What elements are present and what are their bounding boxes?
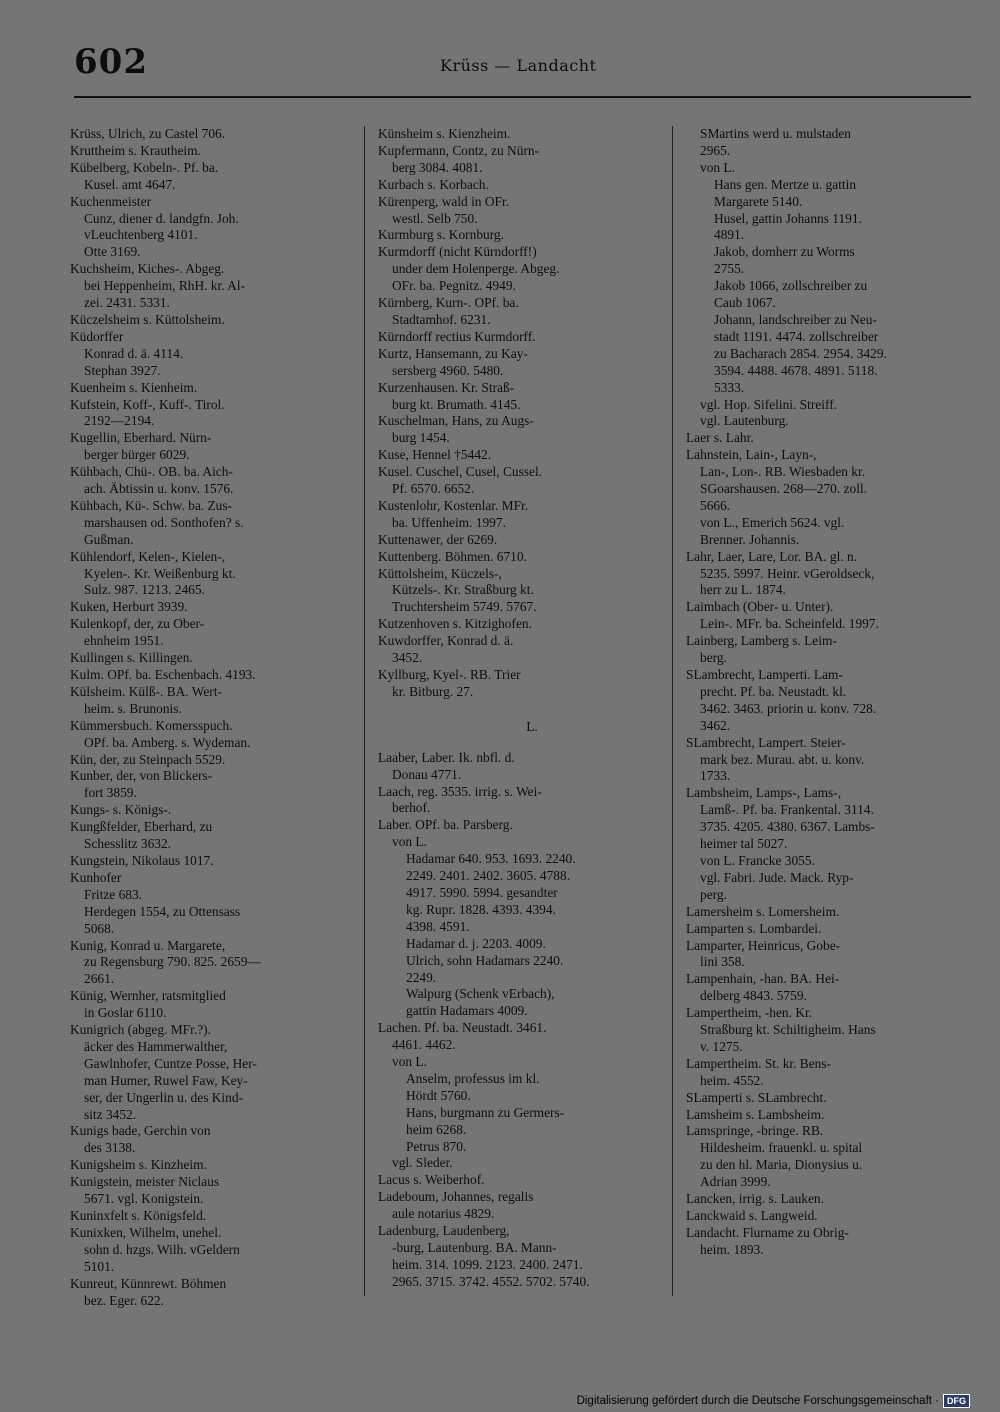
index-entry: Lacus s. Weiberhof. [378, 1172, 485, 1188]
index-entry-continuation: 4398. 4591. [406, 918, 470, 934]
index-entry: Kunhofer [70, 869, 122, 885]
index-entry: Ladenburg, Laudenberg, [378, 1223, 510, 1239]
index-entry-continuation: in Goslar 6110. [84, 1005, 167, 1021]
index-entry-continuation: Lan-, Lon-. RB. Wiesbaden kr. [700, 464, 866, 480]
index-entry-continuation: Hadamar d. j. 2203. 4009. [406, 935, 546, 951]
index-entry-continuation: OFr. ba. Pegnitz. 4949. [392, 278, 516, 294]
index-entry-continuation: 4461. 4462. [392, 1037, 456, 1053]
index-entry: Kunigrich (abgeg. MFr.?). [70, 1022, 211, 1038]
index-entry: Kunixken, Wilhelm, unehel. [70, 1224, 222, 1240]
index-entry: Kuse, Hennel †5442. [378, 447, 492, 463]
index-entry-continuation: delberg 4843. 5759. [700, 988, 807, 1004]
index-entry: Külsheim. Külß-. BA. Wert- [70, 683, 222, 699]
index-entry-continuation: 3735. 4205. 4380. 6367. Lambs- [700, 819, 875, 835]
index-entry-continuation: 2249. 2401. 2402. 3605. 4788. [406, 868, 571, 884]
index-entry-continuation: berg 3084. 4081. [392, 159, 483, 175]
index-entry-continuation: ehnheim 1951. [84, 633, 164, 649]
index-entry-continuation: Stephan 3927. [84, 362, 161, 378]
index-entry-continuation: sersberg 4960. 5480. [392, 362, 504, 378]
index-entry: Kurmburg s. Kornburg. [378, 227, 504, 243]
index-entry-continuation: von L. Francke 3055. [700, 852, 815, 868]
index-entry: Landacht. Flurname zu Obrig- [686, 1224, 849, 1240]
index-entry-continuation: burg kt. Brumath. 4145. [392, 396, 521, 412]
index-entry-continuation: OPf. ba. Amberg. s. Wydeman. [84, 734, 251, 750]
index-entry: Kürnberg, Kurn-. OPf. ba. [378, 295, 519, 311]
index-entry: Kupfermann, Contz, zu Nürn- [378, 142, 540, 158]
index-entry: Kuenheim s. Kienheim. [70, 379, 198, 395]
index-entry: Kuninxfelt s. Königsfeld. [70, 1208, 207, 1223]
index-entry-continuation: burg 1454. [392, 430, 450, 446]
index-entry-continuation: 2661. [84, 971, 115, 987]
index-entry-continuation: -burg, Lautenburg. BA. Mann- [392, 1240, 557, 1255]
index-entry: Kustenlohr, Kostenlar. MFr. [378, 497, 529, 513]
index-entry: Kunigsheim s. Kinzheim. [70, 1157, 207, 1173]
index-entry-continuation: heim 6268. [406, 1121, 467, 1137]
index-entry: Lachen. Pf. ba. Neustadt. 3461. [378, 1020, 547, 1036]
index-entry-continuation: heim. 314. 1099. 2123. 2400. 2471. [392, 1256, 583, 1272]
index-entry-continuation: aule notarius 4829. [392, 1206, 495, 1222]
index-entry-continuation: ach. Äbtissin u. konv. 1576. [84, 481, 234, 497]
index-entry: Laber. OPf. ba. Parsberg. [378, 817, 513, 833]
index-entry: Kulenkopf, der, zu Ober- [70, 616, 205, 632]
column-1 [70, 126, 350, 1309]
index-entry-continuation: 5068. [84, 920, 115, 936]
index-entry-continuation: 3452. [392, 650, 423, 666]
index-entry-continuation: Sulz. 987. 1213. 2465. [84, 582, 205, 598]
index-entry: Kurtz, Hansemann, zu Kay- [378, 345, 528, 361]
index-entry-continuation: Hans, burgmann zu Germers- [406, 1104, 565, 1120]
index-entry-continuation: Lamß-. Pf. ba. Frankental. 3114. [700, 802, 874, 818]
index-entry-continuation: sohn d. hzgs. Wilh. vGeldern [84, 1241, 240, 1257]
index-entry: Kutzenhoven s. Kitzighofen. [378, 616, 532, 632]
index-entry: Lamspringe, -bringe. RB. [686, 1123, 824, 1139]
column-divider-2 [672, 126, 673, 1296]
index-entry-continuation: zu Bacharach 2854. 2954. 3429. [714, 345, 887, 361]
index-entry-continuation: Ulrich, sohn Hadamars 2240. [406, 952, 564, 968]
index-entry: Kunber, der, von Blickers- [70, 768, 213, 784]
index-entry-continuation: Konrad d. ä. 4114. [84, 345, 184, 361]
index-entry: Lamsheim s. Lambsheim. [686, 1106, 825, 1122]
running-head: Krüss — Landacht [440, 56, 597, 75]
index-entry-continuation: von L., Emerich 5624. vgl. [700, 514, 845, 530]
index-entry-continuation: 1733. [700, 768, 731, 784]
index-entry-continuation: 5666. [700, 497, 731, 513]
index-entry-continuation: Kusel. amt 4647. [84, 176, 176, 192]
index-entry: Kugellin, Eberhard. Nürn- [70, 430, 212, 446]
index-entry-continuation: Hildesheim. frauenkl. u. spital [700, 1140, 863, 1156]
index-entry: Laaber, Laber. Ik. nbfl. d. [378, 749, 515, 765]
index-entry-continuation: zei. 2431. 5331. [84, 295, 170, 311]
index-entry: Lancken, irrig. s. Lauken. [686, 1191, 824, 1207]
index-entry-continuation: berg. [700, 650, 727, 666]
index-entry: Lampertheim. St. kr. Bens- [686, 1055, 832, 1071]
index-entry: Kuttenberg. Böhmen. 6710. [378, 548, 527, 564]
index-entry-continuation: von L. [392, 834, 427, 850]
index-entry-continuation: äcker des Hammerwalther, [84, 1038, 228, 1054]
index-entry: Küdorffer [70, 328, 124, 344]
index-entry-continuation: heim. s. Brunonis. [84, 700, 182, 716]
index-entry: Lainberg, Lamberg s. Leim- [686, 633, 837, 649]
index-entry-continuation: vgl. Hop. Sifelini. Streiff. [700, 396, 837, 412]
index-entry-continuation: Adrian 3999. [700, 1174, 771, 1190]
index-entry-continuation: 2965. 3715. 3742. 4552. 5702. 5740. [392, 1273, 590, 1289]
index-entry: Kühbach, Chü-. OB. ba. Aich- [70, 464, 233, 480]
index-entry: Lambsheim, Lamps-, Lams-, [686, 785, 842, 801]
index-entry-continuation: 5671. vgl. Konigstein. [84, 1191, 204, 1207]
index-entry-continuation: Caub 1067. [714, 295, 776, 311]
index-entry-continuation: Lein-. MFr. ba. Scheinfeld. 1997. [700, 616, 879, 632]
index-entry: Kunigs bade, Gerchin von [70, 1123, 211, 1139]
index-entry: Kusel. Cuschel, Cusel, Cussel. [378, 464, 543, 480]
index-entry: Kruttheim s. Krautheim. [70, 142, 201, 158]
index-entry: Kurbach s. Korbach. [378, 176, 489, 192]
index-entry-continuation: Husel, gattin Johanns 1191. [714, 210, 862, 226]
index-entry: Kuschelman, Hans, zu Augs- [378, 413, 534, 429]
index-entry: Lamparten s. Lombardei. [686, 920, 822, 936]
index-entry-continuation: 5333. [714, 379, 745, 395]
index-entry-continuation: Jakob, domherr zu Worms [714, 244, 855, 260]
index-entry: Lanckwaid s. Langweid. [686, 1208, 818, 1223]
index-entry: Kurmdorff (nicht Kürndorff!) [378, 244, 537, 260]
index-entry: Lahnstein, Lain-, Layn-, [686, 447, 817, 463]
index-entry: Kunreut, Künnrewt. Böhmen [70, 1275, 227, 1291]
index-entry: Kunig, Konrad u. Margarete, [70, 937, 226, 953]
footer-text: Digitalisierung gefördert durch die Deutsche Forschungsgemeinschaft · [576, 1395, 939, 1407]
index-entry: Lampenhain, -han. BA. Hei- [686, 971, 840, 987]
index-entry-continuation: gattin Hadamars 4009. [406, 1003, 528, 1019]
index-entry-continuation: herr zu L. 1874. [700, 582, 786, 598]
index-entry-continuation: ser, der Ungerlin u. des Kind- [84, 1089, 243, 1105]
index-entry-continuation: kg. Rupr. 1828. 4393. 4394. [406, 901, 556, 917]
index-entry-continuation: sitz 3452. [84, 1106, 137, 1122]
index-entry-continuation: berger bürger 6029. [84, 447, 190, 463]
index-entry: Kümmersbuch. Komersspuch. [70, 717, 233, 733]
index-entry-continuation: 4891. [714, 227, 745, 243]
index-entry: Kungßfelder, Eberhard, zu [70, 819, 213, 835]
index-entry: Lampertheim, -hen. Kr. [686, 1005, 813, 1021]
index-entry: SLambrecht, Lampert. Steier- [686, 734, 846, 750]
index-entry-continuation: 3462. [700, 717, 731, 733]
index-entry: Ladeboum, Johannes, regalis [378, 1189, 534, 1205]
index-entry-continuation: Jakob 1066, zollschreiber zu [714, 278, 868, 294]
index-entry-continuation: zu Regensburg 790. 825. 2659— [84, 954, 261, 970]
index-entry-continuation: von L. [700, 159, 735, 175]
index-entry-continuation: westl. Selb 750. [392, 210, 478, 226]
index-entry: Laach, reg. 3535. irrig. s. Wei- [378, 783, 542, 799]
index-entry: Kürndorff rectius Kurmdorff. [378, 328, 536, 344]
index-entry-continuation: Straßburg kt. Schiltigheim. Hans [700, 1022, 876, 1038]
index-entry: Küttolsheim, Küczels-, [378, 565, 502, 581]
index-entry-continuation: zu den hl. Maria, Dionysius u. [700, 1157, 863, 1173]
index-entry-continuation: des 3138. [84, 1140, 136, 1156]
index-entry-continuation: fort 3859. [84, 785, 137, 801]
index-entry-continuation: 5101. [84, 1258, 115, 1274]
index-entry-continuation: 5235. 5997. Heinr. vGeroldseck, [700, 565, 875, 581]
index-entry: Kullingen s. Killingen. [70, 650, 193, 666]
index-entry: Kuttenawer, der 6269. [378, 531, 498, 547]
index-entry: Kungs- s. Königs-. [70, 802, 172, 818]
index-entry-continuation: Walpurg (Schenk vErbach), [406, 986, 555, 1002]
index-entry-continuation: 2965. [700, 142, 731, 158]
index-entry-continuation: Otte 3169. [84, 244, 141, 260]
dfg-logo: DFG [943, 1394, 970, 1408]
index-entry: Kulm. OPf. ba. Eschenbach. 4193. [70, 667, 256, 682]
index-entry-continuation: heim. 1893. [700, 1241, 764, 1257]
header-rule [74, 96, 971, 98]
index-entry-continuation: vLeuchtenberg 4101. [84, 227, 198, 243]
index-entry-continuation: Johann, landschreiber zu Neu- [714, 311, 877, 327]
index-entry: Kufstein, Koff-, Kuff-. Tirol. [70, 396, 225, 412]
index-entry-continuation: bez. Eger. 622. [84, 1292, 164, 1308]
index-entry: Kühlendorf, Kelen-, Kielen-, [70, 548, 226, 564]
index-entry-continuation: 2192—2194. [84, 413, 155, 429]
index-entry: Laimbach (Ober- u. Unter). [686, 599, 834, 615]
index-entry: Laer s. Lahr. [686, 430, 754, 446]
index-entry-continuation: v. 1275. [700, 1038, 743, 1054]
index-entry-continuation: 2249. [406, 969, 437, 985]
index-entry-continuation: under dem Holenperge. Abgeg. [392, 261, 560, 277]
page-number: 602 [74, 42, 148, 82]
index-entry: Kungstein, Nikolaus 1017. [70, 852, 214, 868]
column-divider-1 [364, 126, 365, 1296]
column-2 [378, 126, 656, 1291]
index-entry-continuation: von L. [392, 1054, 427, 1070]
index-entry-continuation: perg. [700, 886, 727, 902]
index-entry-continuation: stadt 1191. 4474. zollschreiber [714, 328, 879, 344]
index-entry: Krüss, Ulrich, zu Castel 706. [70, 126, 226, 141]
index-entry-continuation: ba. Uffenheim. 1997. [392, 514, 506, 530]
index-entry-continuation: SMartins werd u. mulstaden [700, 126, 851, 141]
index-entry: Kunigstein, meister Niclaus [70, 1174, 220, 1190]
index-entry-continuation: Gawlnhofer, Cuntze Posse, Her- [84, 1055, 257, 1071]
index-entry-continuation: mark bez. Murau. abt. u. konv. [700, 751, 865, 767]
index-entry: Kuwdorffer, Konrad d. ä. [378, 633, 514, 649]
index-entry-continuation: vgl. Fabri. Jude. Mack. Ryp- [700, 869, 854, 885]
index-entry: Lamersheim s. Lomersheim. [686, 903, 840, 919]
index-entry: Lahr, Laer, Lare, Lor. BA. gl. n. [686, 548, 858, 564]
section-heading: L. [526, 718, 538, 734]
index-entry-continuation: Petrus 870. [406, 1138, 467, 1154]
index-entry-continuation: Gußman. [84, 531, 134, 547]
index-entry: SLamperti s. SLambrecht. [686, 1089, 827, 1105]
index-entry-continuation: Brenner. Johannis. [700, 531, 800, 547]
index-entry-continuation: Donau 4771. [392, 766, 462, 782]
index-entry-continuation: precht. Pf. ba. Neustadt. kl. [700, 683, 847, 699]
index-entry-continuation: Stadtamhof. 6231. [392, 311, 491, 327]
index-entry-continuation: Cunz, diener d. landgfn. Joh. [84, 210, 239, 226]
column-3 [686, 126, 966, 1259]
index-entry-continuation: man Humer, Ruwel Faw, Key- [84, 1072, 248, 1088]
index-entry: Kyllburg, Kyel-. RB. Trier [378, 667, 521, 682]
index-entry-continuation: Fritze 683. [84, 886, 143, 902]
index-entry: Kuchenmeister [70, 193, 152, 209]
index-entry-continuation: bei Heppenheim, RhH. kr. Al- [84, 278, 246, 294]
index-entry: Küczelsheim s. Küttolsheim. [70, 311, 225, 327]
index-entry-continuation: vgl. Lautenburg. [700, 413, 789, 429]
index-entry-continuation: SGoarshausen. 268—270. zoll. [700, 481, 867, 497]
index-entry-continuation: Herdegen 1554, zu Ottensass [84, 903, 241, 919]
index-entry: Kühbach, Kü-. Schw. ba. Zus- [70, 497, 233, 513]
index-entry: Kurzenhausen. Kr. Straß- [378, 379, 515, 395]
index-entry-continuation: 3462. 3463. priorin u. konv. 728. [700, 700, 877, 716]
index-entry-continuation: vgl. Sleder. [392, 1155, 453, 1171]
index-entry: Kuchsheim, Kiches-. Abgeg. [70, 261, 225, 277]
index-entry-continuation: Schesslitz 3632. [84, 836, 172, 852]
index-entry-continuation: Truchtersheim 5749. 5767. [392, 599, 537, 615]
index-entry: Künig, Wernher, ratsmitglied [70, 988, 226, 1004]
footer-credit [577, 1394, 970, 1408]
index-entry-continuation: berhof. [392, 800, 431, 816]
index-entry-continuation: Pf. 6570. 6652. [392, 481, 475, 497]
index-entry: Kuken, Herburt 3939. [70, 599, 188, 615]
index-entry-continuation: lini 358. [700, 954, 745, 970]
index-entry-continuation: kr. Bitburg. 27. [392, 683, 474, 699]
index-entry: Kübelberg, Kobeln-. Pf. ba. [70, 159, 219, 175]
index-entry-continuation: 3594. 4488. 4678. 4891. 5118. [714, 362, 878, 378]
index-entry-continuation: 4917. 5990. 5994. gesandter [406, 884, 558, 900]
index-entry-continuation: heim. 4552. [700, 1072, 764, 1088]
index-entry-continuation: Hans gen. Mertze u. gattin [714, 176, 857, 192]
index-entry-continuation: Hadamar 640. 953. 1693. 2240. [406, 851, 576, 867]
index-entry: Kürenperg, wald in OFr. [378, 193, 510, 209]
index-entry-continuation: Kützels-. Kr. Straßburg kt. [392, 582, 534, 598]
index-entry-continuation: 2755. [714, 261, 745, 277]
index-entry-continuation: Anselm, professus im kl. [406, 1070, 540, 1086]
index-entry: SLambrecht, Lamperti. Lam- [686, 667, 843, 682]
index-entry-continuation: marshausen od. Sonthofen? s. [84, 514, 244, 530]
index-entry-continuation: heimer tal 5027. [700, 836, 788, 852]
index-entry-continuation: Hördt 5760. [406, 1087, 471, 1103]
index-entry: Kün, der, zu Steinpach 5529. [70, 751, 226, 767]
index-entry-continuation: Margarete 5140. [714, 193, 803, 209]
index-entry: Lamparter, Heinricus, Gobe- [686, 937, 841, 953]
index-entry-continuation: Kyelen-. Kr. Weißenburg kt. [84, 565, 236, 581]
index-entry: Künsheim s. Kienzheim. [378, 126, 511, 141]
